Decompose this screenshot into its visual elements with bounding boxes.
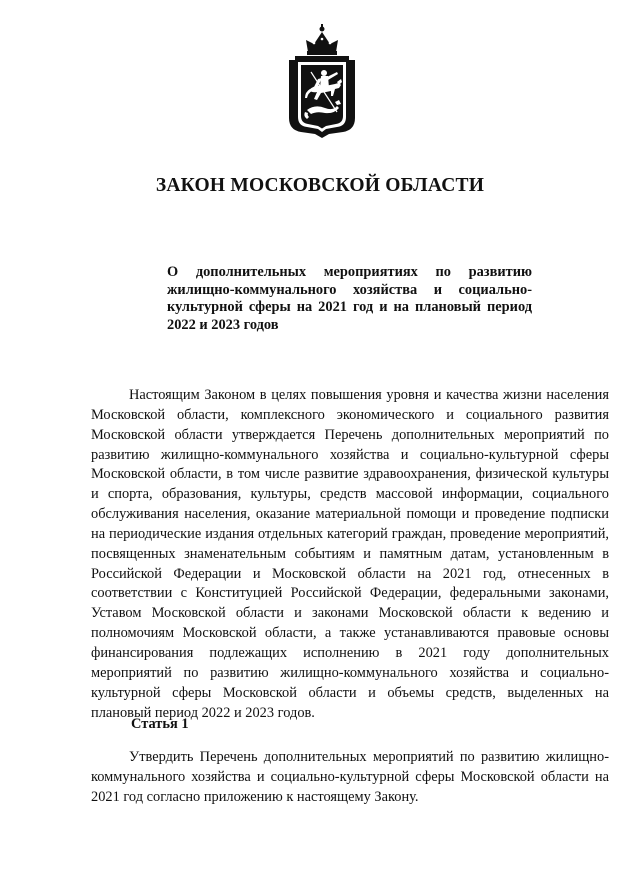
law-subject: О дополнительных мероприятиях по развитию жилищно-коммунального хозяйства и социально-культурной сферы на 2021 год и на плановый период 2022 и 2023 годов <box>167 264 532 333</box>
document-title: ЗАКОН МОСКОВСКОЙ ОБЛАСТИ <box>155 175 485 196</box>
article-heading: Статья 1 <box>131 716 189 732</box>
article-1-paragraph: Утвердить Перечень дополнительных мероприятий по развитию жилищно-коммунального хозяйства и социально-культурной сферы Московской области на 2021 год согласно приложению к настоящему Закону. <box>91 749 609 805</box>
preamble-paragraph: Настоящим Законом в целях повышения уровня и качества жизни населения Московской области, комплексного экономического и социального развития Московской области утверждается Перечень дополнительных мероприятий по развитию жилищно-коммунального хозяйства и социально-культурной сферы Московской области, в том числе развитие здравоохранения, физической культуры и спорта, образования, культуры, средств массовой информации, социального обслуживания населения, оказание материальной помощи и проведение подписки на периодические издания отдельных категорий граждан, проведение мероприятий, посвященных знаменательным событиям и памятным датам, установленным в Российской Федерации и Московской области на 2021 год, отнесенных в соответствии с Конституцией Российской Федерации, федеральными законами, Уставом Московской области и законами Московской области к ведению и полномочиям Московской области, а также устанавливаются правовые основы финансирования подлежащих исполнению в 2021 году дополнительных мероприятий по развитию жилищно-коммунального хозяйства и социально-культурной сферы Московской области и объемы средств, выделенных на плановый период 2022 и 2023 годов. <box>91 387 609 721</box>
crown-icon <box>306 24 338 55</box>
moscow-oblast-coat-of-arms-icon <box>281 22 363 138</box>
